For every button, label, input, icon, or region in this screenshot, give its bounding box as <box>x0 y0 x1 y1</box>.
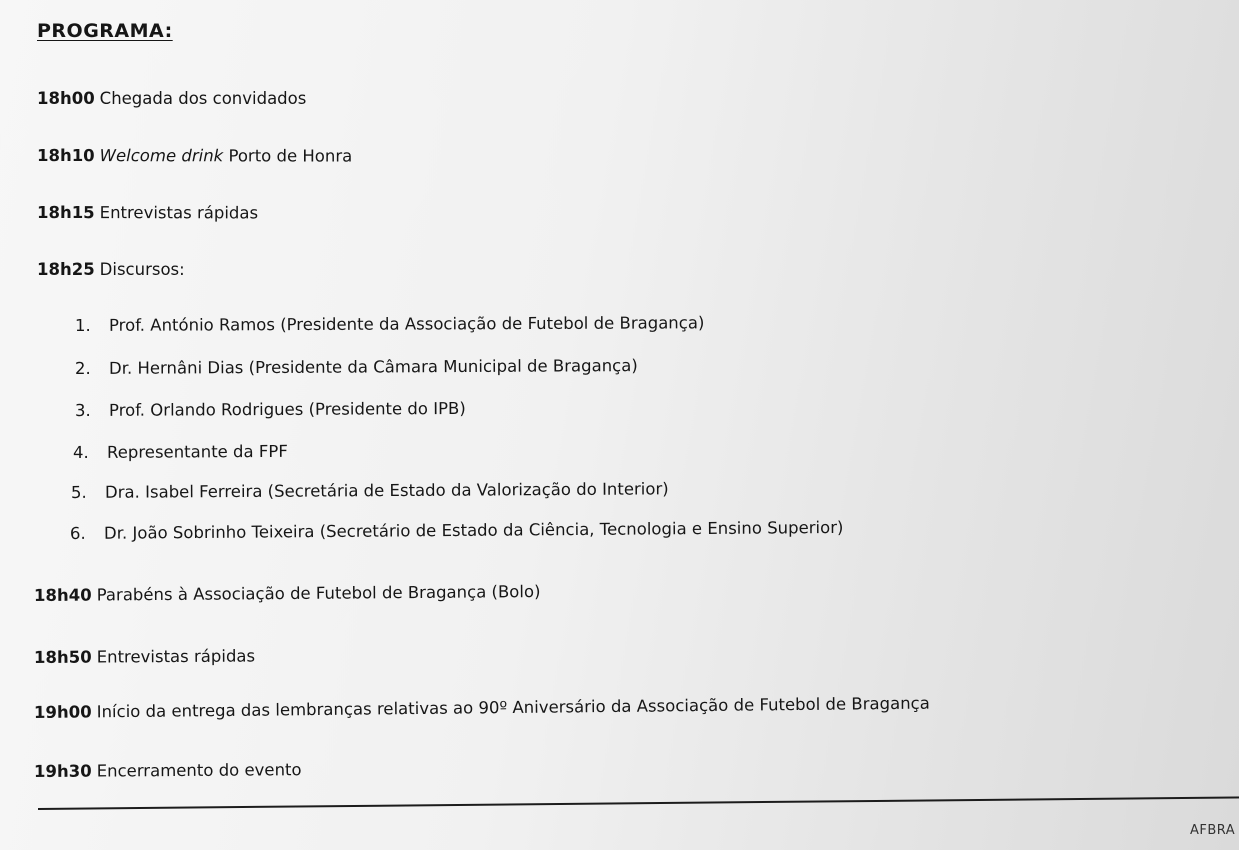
entry-time: 18h25 <box>37 260 95 279</box>
entry-text: Entrevistas rápidas <box>96 646 256 667</box>
speech-text: Dra. Isabel Ferreira (Secretária de Estado da Valorização do Interior) <box>104 479 669 502</box>
speech-text: Prof. Orlando Rodrigues (Presidente do IPB) <box>108 398 466 420</box>
entry-text: Parabéns à Associação de Futebol de Bragança (Bolo) <box>96 582 541 605</box>
speech-item-6 <box>70 518 844 543</box>
speech-number: 2. <box>74 358 91 378</box>
program-heading: PROGRAMA: <box>37 20 173 42</box>
speech-number: 5. <box>70 482 87 502</box>
entry-text: Porto de Honra <box>228 146 353 166</box>
entry-text: Entrevistas rápidas <box>99 203 259 223</box>
speech-number: 6. <box>69 523 86 543</box>
entry-text: Início da entrega das lembranças relativas ao 90º Aniversário da Associação de Futebol de Bragança <box>96 693 930 722</box>
entry-time: 18h40 <box>33 585 92 605</box>
entry-italic-text: Welcome drink <box>99 146 224 166</box>
schedule-entry-1800 <box>37 89 306 108</box>
schedule-entry-1810 <box>37 146 352 166</box>
schedule-entry-1815 <box>37 203 258 222</box>
entry-text: Discursos: <box>99 260 185 279</box>
schedule-entry-1900 <box>34 694 930 722</box>
speech-item-4 <box>73 442 288 462</box>
speech-text: Dr. João Sobrinho Teixeira (Secretário de Estado da Ciência, Tecnologia e Ensino Superior) <box>103 517 844 543</box>
footer-divider <box>38 796 1239 810</box>
entry-time: 19h30 <box>33 761 92 781</box>
entry-time: 18h00 <box>37 89 95 108</box>
entry-time: 18h50 <box>33 647 92 667</box>
speech-number: 1. <box>74 315 91 335</box>
speech-item-2 <box>75 356 638 378</box>
speech-item-3 <box>75 399 466 420</box>
speech-number: 4. <box>72 442 89 462</box>
entry-time: 19h00 <box>33 702 92 722</box>
footer-code: AFBRA <box>1190 823 1236 838</box>
speech-text: Representante da FPF <box>106 441 288 462</box>
speech-text: Dr. Hernâni Dias (Presidente da Câmara Municipal de Bragança) <box>108 356 638 378</box>
entry-time: 18h10 <box>36 146 95 166</box>
entry-time: 18h15 <box>36 203 95 223</box>
speech-text: Prof. António Ramos (Presidente da Associação de Futebol de Bragança) <box>108 313 705 335</box>
schedule-entry-1850 <box>34 646 255 667</box>
speech-number: 3. <box>74 400 91 420</box>
schedule-entry-1825 <box>37 260 185 279</box>
entry-text: Chegada dos convidados <box>99 89 307 108</box>
speech-item-1 <box>75 313 704 335</box>
schedule-entry-1840 <box>34 582 541 605</box>
schedule-entry-1930 <box>34 760 302 781</box>
speech-item-5 <box>71 479 669 502</box>
entry-text: Encerramento do evento <box>96 760 302 781</box>
